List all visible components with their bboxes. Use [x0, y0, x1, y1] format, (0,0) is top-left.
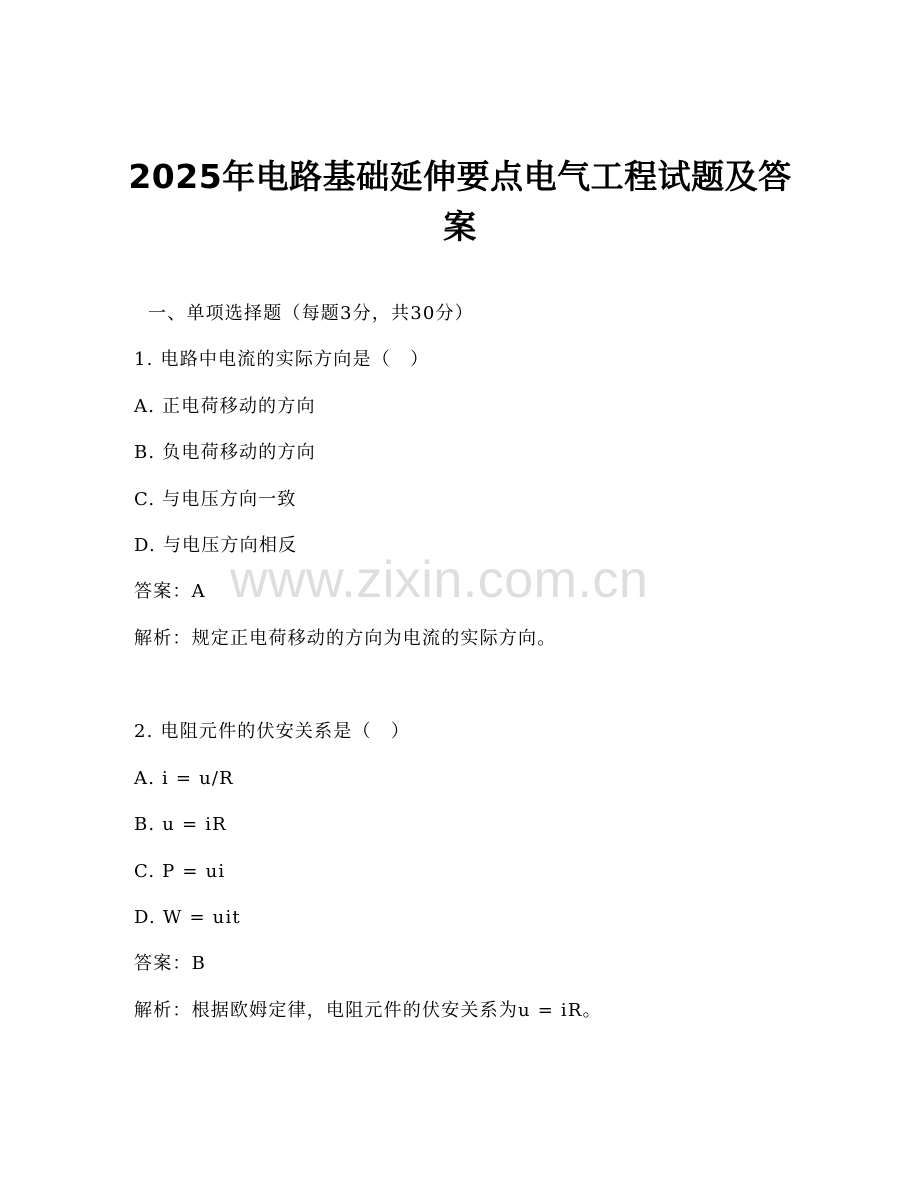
question-2-option-a: A. i = u/R	[134, 768, 234, 789]
question-2-answer: 答案：B	[134, 953, 207, 974]
question-2-explanation: 解析：根据欧姆定律，电阻元件的伏安关系为u = iR。	[134, 1000, 602, 1021]
section-heading: 一、单项选择题（每题3分，共30分）	[148, 303, 474, 324]
document-title: 2025年电路基础延伸要点电气工程试题及答案	[128, 157, 792, 246]
question-2-option-c: C. P = ui	[134, 861, 226, 882]
question-2-option-d: D. W = uit	[134, 907, 241, 928]
question-2-stem: 2. 电阻元件的伏安关系是（ ）	[134, 721, 411, 742]
question-1-option-b: B. 负电荷移动的方向	[134, 442, 316, 463]
question-1-option-a: A. 正电荷移动的方向	[134, 396, 316, 417]
question-2-option-b: B. u = iR	[134, 814, 227, 835]
question-1-answer: 答案：A	[134, 581, 206, 602]
watermark: www.zixin.com.cn	[230, 551, 649, 609]
question-1-stem: 1. 电路中电流的实际方向是（ ）	[134, 349, 430, 370]
question-1-option-d: D. 与电压方向相反	[134, 535, 298, 556]
question-1-explanation: 解析：规定正电荷移动的方向为电流的实际方向。	[134, 628, 557, 649]
question-1-option-c: C. 与电压方向一致	[134, 489, 297, 510]
